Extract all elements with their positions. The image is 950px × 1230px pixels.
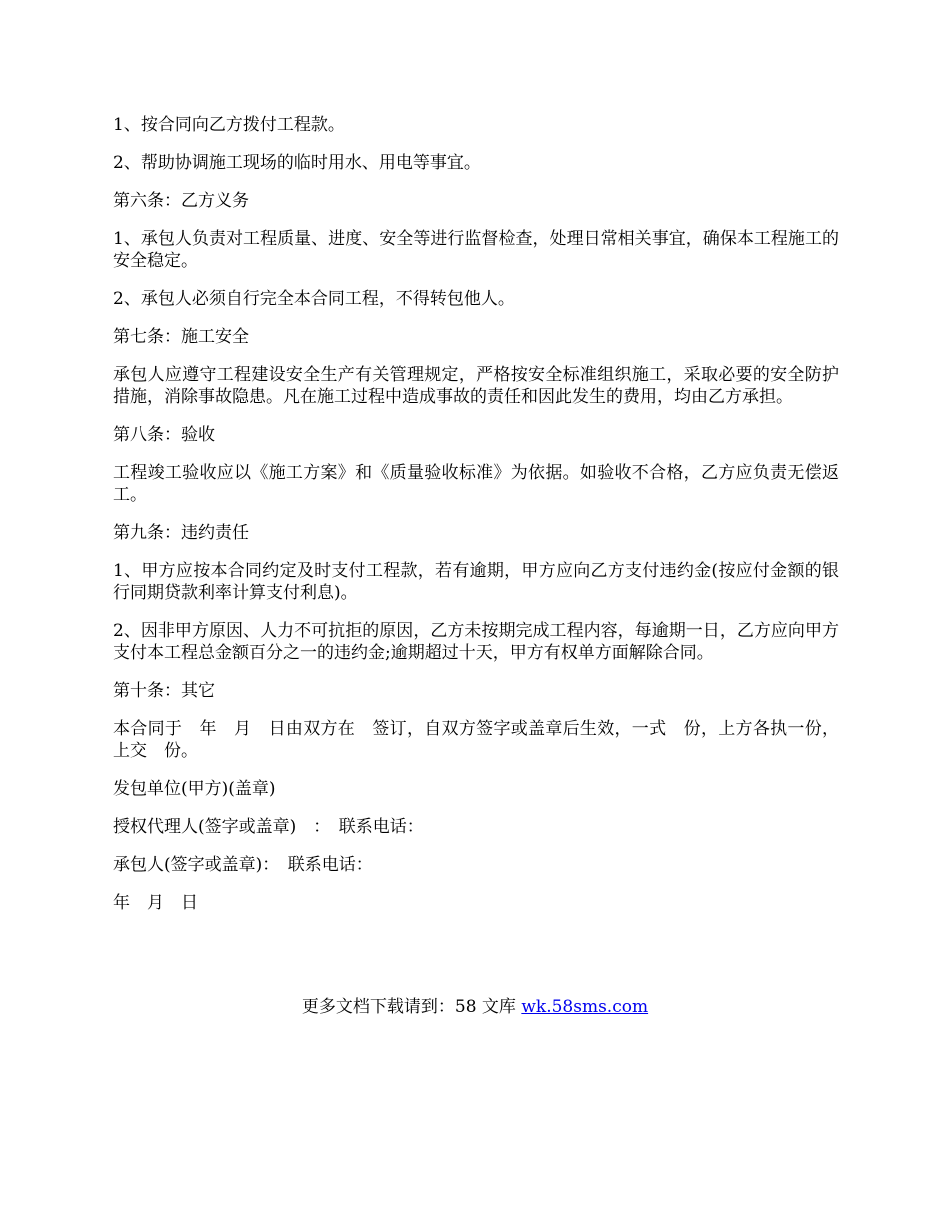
document-body bbox=[113, 114, 839, 930]
clause-paragraph: 本合同于 年 月 日由双方在 签订，自双方签字或盖章后生效，一式 份，上方各执一份，上交 份。 bbox=[113, 719, 839, 761]
clause-item: 1、承包人负责对工程质量、进度、安全等进行监督检查，处理日常相关事宜，确保本工程施工的安全稳定。 bbox=[113, 229, 839, 271]
signature-line-contractor: 承包人(签字或盖章)： 联系电话： bbox=[113, 855, 373, 875]
clause-item: 2、因非甲方原因、人力不可抗拒的原因，乙方未按期完成工程内容，每逾期一日，乙方应向甲方支付本工程总金额百分之一的违约金;逾期超过十天，甲方有权单方面解除合同。 bbox=[113, 621, 839, 663]
section-heading: 第八条：验收 bbox=[113, 425, 215, 445]
section-heading: 第十条：其它 bbox=[113, 681, 215, 701]
section-heading: 第七条：施工安全 bbox=[113, 327, 249, 347]
footer-link[interactable]: wk.58sms.com bbox=[521, 997, 649, 1017]
section-heading: 第六条：乙方义务 bbox=[113, 191, 249, 211]
download-footer bbox=[0, 996, 950, 1018]
clause-item: 1、按合同向乙方拨付工程款。 bbox=[113, 115, 345, 135]
date-line: 年 月 日 bbox=[113, 893, 198, 913]
signature-line-contractor-issuer: 发包单位(甲方)(盖章) bbox=[113, 779, 276, 799]
clause-paragraph: 工程竣工验收应以《施工方案》和《质量验收标准》为依据。如验收不合格，乙方应负责无偿返工。 bbox=[113, 463, 839, 505]
clause-item: 2、承包人必须自行完全本合同工程，不得转包他人。 bbox=[113, 289, 515, 309]
clause-item: 1、甲方应按本合同约定及时支付工程款，若有逾期，甲方应向乙方支付违约金(按应付金额的银行同期贷款利率计算支付利息)。 bbox=[113, 561, 839, 603]
signature-line-agent: 授权代理人(签字或盖章) ： 联系电话： bbox=[113, 817, 424, 837]
clause-item: 2、帮助协调施工现场的临时用水、用电等事宜。 bbox=[113, 153, 481, 173]
clause-paragraph: 承包人应遵守工程建设安全生产有关管理规定，严格按安全标准组织施工，采取必要的安全防护措施，消除事故隐患。凡在施工过程中造成事故的责任和因此发生的费用，均由乙方承担。 bbox=[113, 365, 839, 407]
section-heading: 第九条：违约责任 bbox=[113, 523, 249, 543]
footer-text: 更多文档下载请到：58 文库 bbox=[301, 997, 522, 1017]
